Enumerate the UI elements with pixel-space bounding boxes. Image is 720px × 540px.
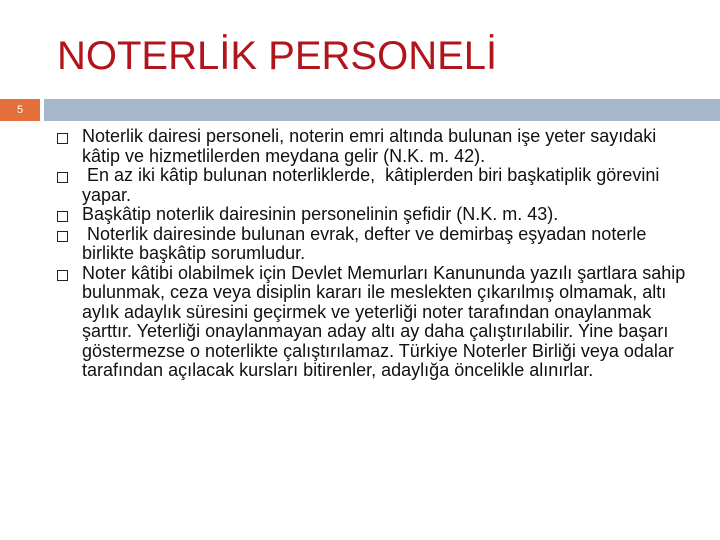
bullet-item	[54, 264, 694, 381]
square-outline-icon	[57, 172, 68, 183]
header-bar	[44, 99, 720, 121]
bullet-item	[54, 166, 694, 205]
bullet-item	[54, 205, 694, 225]
square-outline-icon	[57, 270, 68, 281]
square-outline-icon	[57, 211, 68, 222]
bullet-text: Başkâtip noterlik dairesinin personelinin şefidir (N.K. m. 43).	[82, 204, 559, 224]
bullet-text: En az iki kâtip bulunan noterliklerde, kâtiplerden biri başkatiplik görevini yapar.	[82, 165, 665, 205]
page-number-badge: 5	[0, 99, 40, 121]
slide-title: NOTERLİK PERSONELİ	[57, 34, 498, 78]
bullet-text: Noter kâtibi olabilmek için Devlet Memurları Kanununda yazılı şartlara sahip bulunmak, ceza veya disiplin kararı ile meslekten çıkarılmış olmamak, altı aylık adaylık süresini geçirmek ve yeterliği noter tarafından onaylanmak şarttır. Yeterliği onaylanmayan aday altı ay daha çalıştırılabilir. Yine başarı göstermezse o noterlikte çalıştırılamaz. Türkiye Noterler Birliği veya odalar tarafından açılacak kursları bitirenler, adaylığa öncelikle alınırlar.	[82, 262, 691, 380]
square-outline-icon	[57, 133, 68, 144]
bullet-list	[54, 127, 694, 381]
bullet-text: Noterlik dairesinde bulunan evrak, defter ve demirbaş eşyadan noterle birlikte başkâtip sorumludur.	[82, 223, 652, 263]
square-outline-icon	[57, 231, 68, 242]
bullet-item	[54, 225, 694, 264]
bullet-item	[54, 127, 694, 166]
bullet-text: Noterlik dairesi personeli, noterin emri altında bulunan işe yeter sayıdaki kâtip ve hizmetlilerden meydana gelir (N.K. m. 42).	[82, 126, 662, 166]
